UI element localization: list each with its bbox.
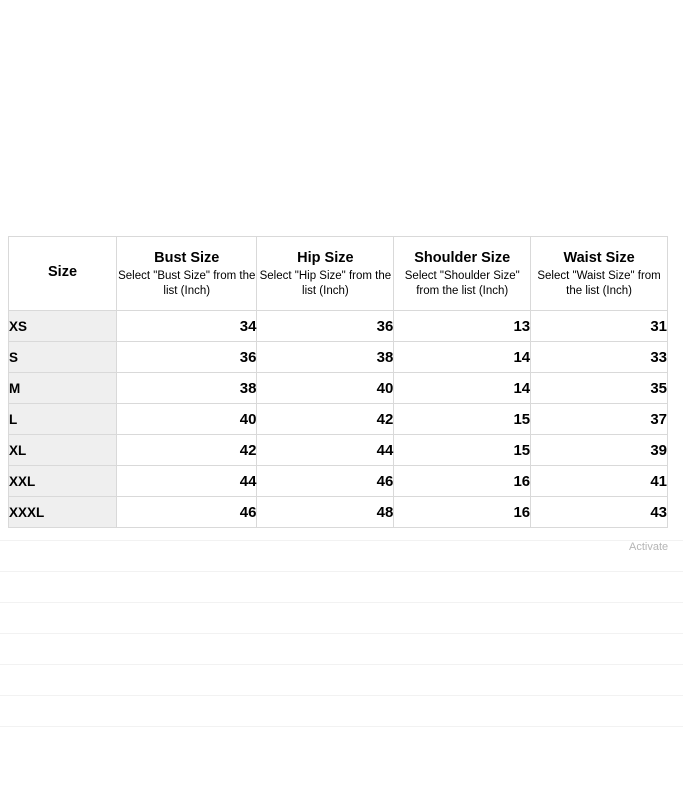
- row-size-label: M: [9, 373, 117, 404]
- table-header-row: [9, 237, 668, 311]
- row-size-label: XXL: [9, 466, 117, 497]
- column-header-hip: [257, 237, 394, 311]
- row-shoulder-value: 13: [394, 311, 531, 342]
- column-header-size: [9, 237, 117, 311]
- table-row: [9, 373, 668, 404]
- row-waist-value: 39: [531, 435, 668, 466]
- row-hip-value: 42: [257, 404, 394, 435]
- column-header-hip-subtitle: Select "Hip Size" from the list (Inch): [259, 270, 392, 297]
- row-size-label: XS: [9, 311, 117, 342]
- row-hip-value: 46: [257, 466, 394, 497]
- row-shoulder-value: 16: [394, 497, 531, 528]
- table-row: [9, 311, 668, 342]
- size-chart-container: [8, 236, 668, 528]
- column-header-shoulder-subtitle: Select "Shoulder Size" from the list (Inch): [404, 270, 520, 297]
- row-hip-value: 36: [257, 311, 394, 342]
- row-hip-value: 38: [257, 342, 394, 373]
- table-row: [9, 497, 668, 528]
- row-size-label: S: [9, 342, 117, 373]
- column-header-shoulder: [394, 237, 531, 311]
- row-size-label: XXXL: [9, 497, 117, 528]
- row-size-label: XL: [9, 435, 117, 466]
- column-header-waist-title: Waist Size: [563, 250, 635, 267]
- row-waist-value: 35: [531, 373, 668, 404]
- row-bust-value: 46: [117, 497, 257, 528]
- row-bust-value: 34: [117, 311, 257, 342]
- row-bust-value: 42: [117, 435, 257, 466]
- row-bust-value: 36: [117, 342, 257, 373]
- row-waist-value: 33: [531, 342, 668, 373]
- row-waist-value: 31: [531, 311, 668, 342]
- row-hip-value: 40: [257, 373, 394, 404]
- row-waist-value: 41: [531, 466, 668, 497]
- table-row: [9, 435, 668, 466]
- table-row: [9, 404, 668, 435]
- table-row: [9, 342, 668, 373]
- column-header-hip-title: Hip Size: [297, 250, 354, 267]
- row-shoulder-value: 14: [394, 373, 531, 404]
- background-guide-lines: [0, 540, 683, 740]
- row-waist-value: 43: [531, 497, 668, 528]
- row-shoulder-value: 15: [394, 404, 531, 435]
- size-chart-table: [8, 236, 668, 528]
- row-bust-value: 44: [117, 466, 257, 497]
- row-waist-value: 37: [531, 404, 668, 435]
- row-shoulder-value: 15: [394, 435, 531, 466]
- column-header-bust-subtitle: Select "Bust Size" from the list (Inch): [118, 270, 256, 297]
- row-bust-value: 38: [117, 373, 257, 404]
- column-header-bust-title: Bust Size: [154, 250, 220, 267]
- column-header-waist-subtitle: Select "Waist Size" from the list (Inch): [537, 270, 661, 297]
- column-header-shoulder-title: Shoulder Size: [414, 250, 511, 267]
- row-hip-value: 44: [257, 435, 394, 466]
- row-bust-value: 40: [117, 404, 257, 435]
- table-row: [9, 466, 668, 497]
- column-header-bust: [117, 237, 257, 311]
- row-size-label: L: [9, 404, 117, 435]
- column-header-size-title: Size: [48, 264, 78, 281]
- row-shoulder-value: 16: [394, 466, 531, 497]
- column-header-waist: [531, 237, 668, 311]
- row-hip-value: 48: [257, 497, 394, 528]
- activation-watermark: Activate: [629, 541, 669, 553]
- row-shoulder-value: 14: [394, 342, 531, 373]
